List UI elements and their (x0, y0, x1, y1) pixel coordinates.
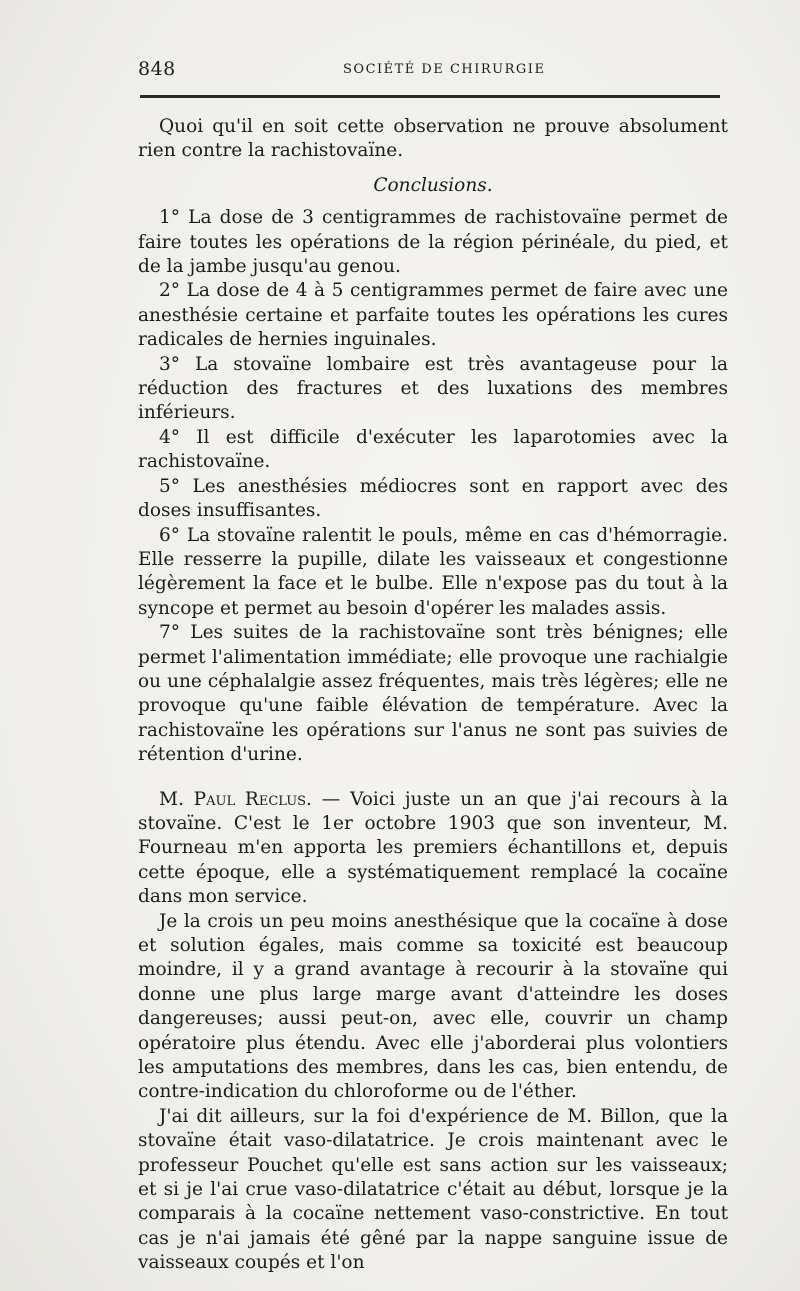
conclusion-item-4: 4° Il est difficile d'exécuter les laparotomies avec la rachistovaïne. (138, 426, 728, 473)
reclus-paragraph-3: J'ai dit ailleurs, sur la foi d'expérience de M. Billon, que la stovaïne était vaso-dilatatrice. Je crois maintenant avec le professeur Pouchet qu'elle est sans action sur les vaisseaux; et si je l'ai crue vaso-dilatatrice c'était au début, lorsque je la comparais à la cocaïne nettement vaso-constrictive. En tout cas je n'ai jamais été gêné par la nappe sanguine issue de vaisseaux coupés et l'on (138, 1105, 728, 1274)
conclusion-item-3: 3° La stovaïne lombaire est très avantageuse pour la réduction des fractures et des luxations des membres inférieurs. (138, 353, 728, 424)
speaker-name: M. Paul Reclus. (159, 788, 312, 810)
reclus-paragraph-1-text: — Voici juste un an que j'ai recours à la stovaïne. C'est le 1er octobre 1903 que son inventeur, M. Fourneau m'en apporta les premiers échantillons et, depuis cette époque, elle a systématiquement remplacé la cocaïne dans mon service. (138, 788, 728, 908)
page-number: 848 (138, 58, 176, 80)
body-text (138, 115, 728, 1276)
conclusions-heading: Conclusions. (373, 174, 493, 196)
header-rule (140, 95, 720, 98)
running-head: SOCIÉTÉ DE CHIRURGIE (343, 62, 546, 77)
conclusion-item-6: 6° La stovaïne ralentit le pouls, même en cas d'hémorragie. Elle resserre la pupille, dilate les vaisseaux et congestionne légèrement la face et le bulbe. Elle n'expose pas du tout à la syncope et permet au besoin d'opérer les malades assis. (138, 524, 728, 619)
reclus-paragraph-1 (138, 788, 728, 910)
conclusion-item-2: 2° La dose de 4 à 5 centigrammes permet de faire avec une anesthésie certaine et parfaite toutes les opérations les cures radicales de hernies inguinales. (138, 280, 728, 351)
conclusion-item-5: 5° Les anesthésies médiocres sont en rapport avec des doses insuffisantes. (138, 475, 728, 522)
conclusion-item-7: 7° Les suites de la rachistovaïne sont très bénignes; elle permet l'alimentation immédiate; elle provoque une rachialgie ou une céphalalgie assez fréquentes, mais très légères; elle ne provoque qu'une faible élévation de température. Avec la rachistovaïne les opérations sur l'anus ne sont pas suivies de rétention d'urine. (138, 622, 728, 766)
reclus-paragraph-2: Je la crois un peu moins anesthésique que la cocaïne à dose et solution égales, mais comme sa toxicité est beaucoup moindre, il y a grand avantage à recourir à la stovaïne qui donne une plus large marge avant d'atteindre les doses dangereuses; aussi peut-on, avec elle, couvrir un champ opératoire plus étendu. Avec elle j'aborderai plus volontiers les amputations des membres, dans les cas, bien entendu, de contre-indication du chloroforme ou de l'éther. (138, 910, 728, 1103)
conclusion-item-1: 1° La dose de 3 centigrammes de rachistovaïne permet de faire toutes les opérations de la région périnéale, du pied, et de la jambe jusqu'au genou. (138, 207, 728, 278)
section-spacer (138, 768, 728, 788)
page-header (138, 58, 728, 84)
intro-paragraph: Quoi qu'il en soit cette observation ne prouve absolument rien contre la rachistovaïne. (138, 116, 728, 162)
